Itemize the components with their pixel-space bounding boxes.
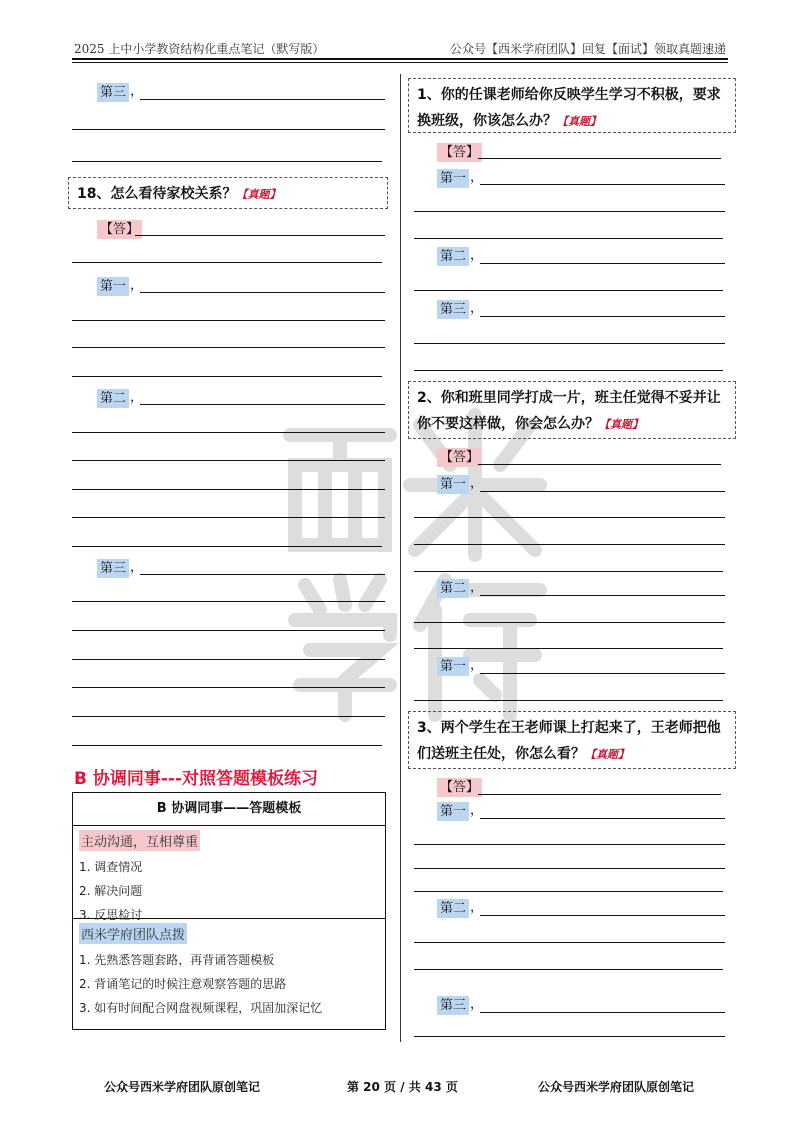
comma: ， [130, 278, 144, 293]
question-text: 18、怎么看待家校关系？ [77, 186, 237, 202]
label-third: 第三 [437, 300, 469, 319]
answer-line[interactable] [478, 794, 721, 795]
real-question-badge: 【真题】 [557, 115, 601, 128]
label-answer: 【答】 [97, 220, 142, 239]
answer-line[interactable] [72, 517, 385, 518]
answer-line[interactable] [478, 464, 721, 465]
real-question-badge: 【真题】 [599, 418, 643, 431]
label-first: 第一 [437, 475, 469, 494]
question-1 [408, 78, 736, 133]
comma: ， [130, 390, 144, 405]
answer-line[interactable] [140, 404, 385, 405]
answer-line[interactable] [414, 517, 725, 518]
label-answer: 【答】 [437, 448, 482, 467]
answer-line[interactable] [480, 595, 725, 596]
answer-line[interactable] [72, 460, 385, 461]
answer-line[interactable] [72, 262, 382, 263]
answer-line[interactable] [480, 1012, 725, 1013]
label-first: 第一 [97, 277, 129, 296]
answer-line[interactable] [72, 659, 385, 660]
answer-line[interactable] [72, 161, 382, 162]
label-third: 第三 [437, 996, 469, 1015]
answer-line[interactable] [480, 915, 725, 916]
answer-line[interactable] [72, 630, 385, 631]
comma: ， [470, 803, 484, 818]
footer-left: 公众号西米学府团队原创笔记 [104, 1080, 261, 1094]
question-text: 3、两个学生在王老师课上打起来了，王老师把他们送班主任处，你怎么看？ [417, 720, 721, 762]
answer-line[interactable] [414, 211, 725, 212]
header-rule-thin [72, 62, 728, 63]
footer-page-number: 第 20 页 / 共 43 页 [347, 1080, 458, 1094]
label-third: 第三 [97, 559, 129, 578]
answer-line[interactable] [414, 238, 723, 239]
answer-template-table [72, 792, 386, 1030]
answer-line[interactable] [414, 290, 723, 291]
template-title: B 协调同事——答题模板 [73, 793, 385, 826]
answer-line[interactable] [480, 316, 725, 317]
label-first: 第一 [437, 802, 469, 821]
answer-line[interactable] [72, 546, 382, 547]
label-answer: 【答】 [437, 143, 482, 162]
label-first: 第一 [437, 169, 469, 188]
answer-line[interactable] [478, 158, 721, 159]
label-third: 第一 [437, 657, 469, 676]
answer-line[interactable] [140, 99, 385, 100]
answer-line[interactable] [414, 868, 725, 869]
answer-line[interactable] [72, 320, 385, 321]
template-principle-section [73, 826, 385, 922]
template-tips-section [73, 918, 385, 1022]
answer-line[interactable] [414, 1036, 725, 1037]
label-third: 第三 [97, 83, 129, 102]
answer-line[interactable] [140, 574, 385, 575]
question-2 [408, 381, 736, 439]
answer-line[interactable] [72, 376, 382, 377]
comma: ， [470, 301, 484, 316]
answer-line[interactable] [72, 432, 385, 433]
answer-line[interactable] [480, 263, 725, 264]
page-header [0, 0, 800, 62]
header-title: 2025 上中小学教资结构化重点笔记（默写版） [74, 42, 325, 56]
comma: ， [470, 170, 484, 185]
answer-line[interactable] [480, 818, 725, 819]
tip-item: 2. 背诵笔记的时候注意观察答题的思路 [79, 977, 287, 991]
answer-line[interactable] [414, 942, 725, 943]
answer-line[interactable] [72, 716, 385, 717]
section-title: B 协调同事---对照答题模板练习 [74, 769, 319, 789]
template-principle: 主动沟通，互相尊重 [79, 830, 200, 851]
template-step: 1. 调查情况 [79, 860, 143, 874]
tip-item: 3. 如有时间配合网盘视频课程，巩固加深记忆 [79, 1001, 323, 1015]
question-3 [408, 711, 736, 769]
question-text: 2、你和班里同学打成一片，班主任觉得不妥并让你不要这样做，你会怎么办？ [417, 390, 721, 432]
answer-line[interactable] [414, 648, 723, 649]
answer-line[interactable] [414, 370, 723, 371]
real-question-badge: 【真题】 [236, 188, 281, 201]
tips-title: 西米学府团队点拨 [79, 923, 187, 944]
answer-line[interactable] [480, 491, 725, 492]
template-step: 2. 解决问题 [79, 884, 143, 898]
answer-line[interactable] [72, 347, 385, 348]
answer-line[interactable] [72, 601, 385, 602]
comma: ， [470, 580, 484, 595]
answer-line[interactable] [414, 622, 725, 623]
comma: ， [130, 84, 144, 99]
comma: ， [470, 248, 484, 263]
answer-line[interactable] [140, 292, 385, 293]
template-step: 3. 反思检讨 [79, 908, 143, 922]
answer-line[interactable] [480, 184, 725, 185]
answer-line[interactable] [414, 343, 725, 344]
answer-line[interactable] [414, 700, 723, 701]
answer-line[interactable] [135, 235, 385, 236]
answer-line[interactable] [480, 673, 725, 674]
label-second: 第二 [437, 579, 469, 598]
question-18 [68, 177, 388, 209]
label-second: 第二 [437, 247, 469, 266]
watermark-logo [270, 395, 550, 725]
header-rule [72, 58, 728, 60]
comma: ， [470, 900, 484, 915]
answer-line[interactable] [72, 687, 385, 688]
answer-line[interactable] [414, 571, 723, 572]
answer-line[interactable] [414, 891, 723, 892]
column-divider [400, 74, 401, 1042]
answer-line[interactable] [414, 544, 725, 545]
label-second: 第二 [97, 389, 129, 408]
comma: ， [130, 560, 144, 575]
answer-line[interactable] [414, 969, 723, 970]
label-second: 第二 [437, 899, 469, 918]
answer-line[interactable] [414, 844, 725, 845]
comma: ， [470, 476, 484, 491]
label-answer: 【答】 [437, 778, 482, 797]
question-text: 1、你的任课老师给你反映学生学习不积极，要求换班级，你该怎么办？ [417, 87, 721, 129]
answer-line[interactable] [72, 129, 385, 130]
header-promo: 公众号【西米学府团队】回复【面试】领取真题速递 [449, 42, 726, 56]
tip-item: 1. 先熟悉答题套路，再背诵答题模板 [79, 953, 275, 967]
comma: ， [470, 997, 484, 1012]
answer-line[interactable] [72, 745, 382, 746]
real-question-badge: 【真题】 [585, 748, 629, 761]
footer-right: 公众号西米学府团队原创笔记 [538, 1080, 695, 1094]
answer-line[interactable] [72, 489, 385, 490]
comma: ， [470, 658, 484, 673]
